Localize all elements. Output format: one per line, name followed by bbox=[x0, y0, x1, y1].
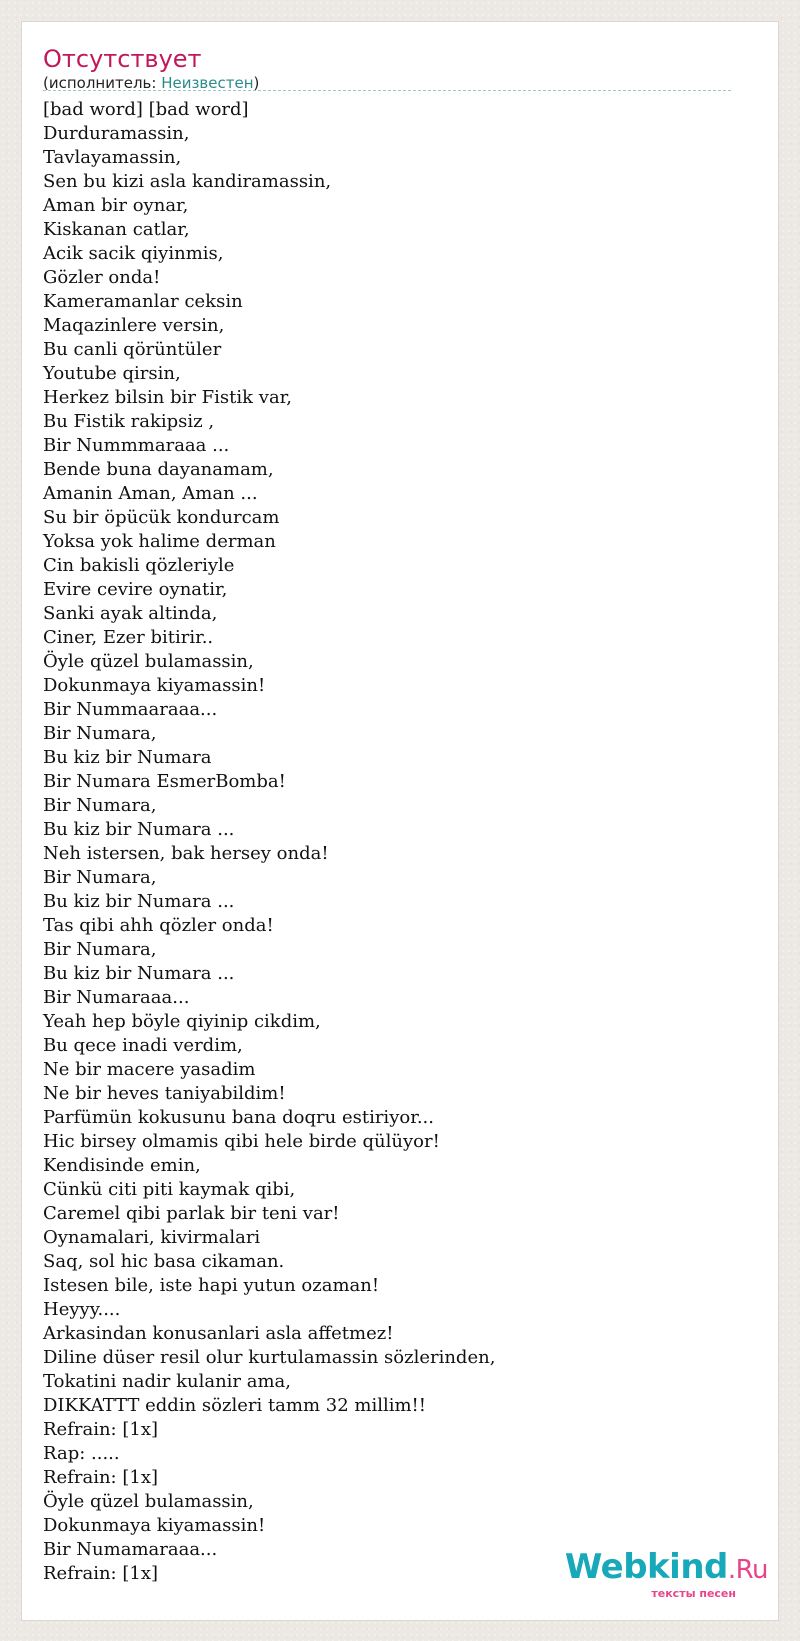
lyric-line: Bende buna dayanamam, bbox=[43, 459, 274, 480]
lyric-line: Dokunmaya kiyamassin! bbox=[43, 1515, 266, 1536]
lyric-line: Amanin Aman, Aman ... bbox=[43, 483, 258, 504]
lyric-line: Gözler onda! bbox=[43, 267, 161, 288]
artist-prefix: (исполнитель: bbox=[43, 74, 162, 92]
lyric-line: Tokatini nadir kulanir ama, bbox=[43, 1371, 291, 1392]
lyric-line: Bir Numara, bbox=[43, 723, 157, 744]
lyric-line: Sen bu kizi asla kandiramassin, bbox=[43, 171, 332, 192]
lyric-line: Kameramanlar ceksin bbox=[43, 291, 243, 312]
lyric-line: Bu Fistik rakipsiz , bbox=[43, 411, 215, 432]
lyric-line: Oynamalari, kivirmalari bbox=[43, 1227, 261, 1248]
lyric-line: Ciner, Ezer bitirir.. bbox=[43, 627, 214, 648]
lyrics-card bbox=[21, 21, 779, 1621]
lyric-line: Bu kiz bir Numara ... bbox=[43, 819, 235, 840]
lyric-line: Parfümün kokusunu bana doqru estiriyor... bbox=[43, 1107, 434, 1128]
lyric-line: Durduramassin, bbox=[43, 123, 190, 144]
lyric-line: Bu kiz bir Numara ... bbox=[43, 963, 235, 984]
lyric-line: Istesen bile, iste hapi yutun ozaman! bbox=[43, 1275, 380, 1296]
lyric-line: Bir Nummmaraaa ... bbox=[43, 435, 230, 456]
lyric-line: Neh istersen, bak hersey onda! bbox=[43, 843, 329, 864]
lyric-line: Su bir öpücük kondurcam bbox=[43, 507, 280, 528]
lyric-line: Arkasindan konusanlari asla affetmez! bbox=[43, 1323, 394, 1344]
lyric-line: Acik sacik qiyinmis, bbox=[43, 243, 224, 264]
lyric-line: Evire cevire oynatir, bbox=[43, 579, 228, 600]
lyric-line: [bad word] [bad word] bbox=[43, 99, 249, 120]
lyric-line: Yoksa yok halime derman bbox=[43, 531, 276, 552]
lyric-line: Kendisinde emin, bbox=[43, 1155, 201, 1176]
lyric-line: Caremel qibi parlak bir teni var! bbox=[43, 1203, 340, 1224]
lyric-line: DIKKATTT eddin sözleri tamm 32 millim!! bbox=[43, 1395, 427, 1416]
lyric-line: Refrain: [1x] bbox=[43, 1419, 158, 1440]
logo-suffix: .Ru bbox=[727, 1555, 768, 1585]
lyric-line: Heyyy.... bbox=[43, 1299, 121, 1320]
lyric-line: Dokunmaya kiyamassin! bbox=[43, 675, 266, 696]
lyric-line: Youtube qirsin, bbox=[43, 363, 181, 384]
lyric-line: Yeah hep böyle qiyinip cikdim, bbox=[43, 1011, 321, 1032]
lyric-line: Bu canli qörüntüler bbox=[43, 339, 222, 360]
lyric-line: Cünkü citi piti kaymak qibi, bbox=[43, 1179, 296, 1200]
lyric-line: Bir Numara, bbox=[43, 939, 157, 960]
lyric-line: Refrain: [1x] bbox=[43, 1467, 158, 1488]
song-title: Отсутствует bbox=[43, 45, 202, 73]
lyric-line: Hic birsey olmamis qibi hele birde qülüyor! bbox=[43, 1131, 440, 1152]
logo-wordmark bbox=[565, 1549, 768, 1588]
lyric-line: Öyle qüzel bulamassin, bbox=[43, 651, 254, 672]
logo-tagline: тексты песен bbox=[651, 1587, 736, 1600]
lyric-line: Bu kiz bir Numara bbox=[43, 747, 212, 768]
artist-suffix: ) bbox=[253, 74, 260, 92]
lyric-line: Herkez bilsin bir Fistik var, bbox=[43, 387, 293, 408]
lyric-line: Kiskanan catlar, bbox=[43, 219, 190, 240]
lyric-line: Saq, sol hic basa cikaman. bbox=[43, 1251, 285, 1272]
lyric-line: Rap: ..... bbox=[43, 1443, 120, 1464]
lyric-line: Refrain: [1x] bbox=[43, 1563, 158, 1584]
lyric-line: Aman bir oynar, bbox=[43, 195, 189, 216]
lyric-line: Cin bakisli qözleriyle bbox=[43, 555, 235, 576]
artist-link[interactable]: Неизвестен bbox=[161, 74, 254, 92]
lyrics-text bbox=[43, 98, 743, 1586]
lyric-line: Sanki ayak altinda, bbox=[43, 603, 218, 624]
lyric-line: Diline düser resil olur kurtulamassin sözlerinden, bbox=[43, 1347, 496, 1368]
logo-name: Webkind bbox=[564, 1547, 728, 1587]
lyric-line: Bir Numara, bbox=[43, 795, 157, 816]
lyric-line: Bir Numamaraaa... bbox=[43, 1539, 218, 1560]
lyric-line: Ne bir macere yasadim bbox=[43, 1059, 256, 1080]
lyric-line: Bu kiz bir Numara ... bbox=[43, 891, 235, 912]
lyric-line: Bu qece inadi verdim, bbox=[43, 1035, 243, 1056]
lyric-line: Öyle qüzel bulamassin, bbox=[43, 1491, 254, 1512]
lyric-line: Tas qibi ahh qözler onda! bbox=[43, 915, 274, 936]
lyric-line: Bir Numaraaa... bbox=[43, 987, 190, 1008]
lyric-line: Maqazinlere versin, bbox=[43, 315, 225, 336]
lyric-line: Bir Numara, bbox=[43, 867, 157, 888]
lyric-line: Tavlayamassin, bbox=[43, 147, 182, 168]
lyric-line: Bir Numara EsmerBomba! bbox=[43, 771, 286, 792]
lyric-line: Ne bir heves taniyabildim! bbox=[43, 1083, 286, 1104]
lyric-line: Bir Nummaaraaa... bbox=[43, 699, 218, 720]
divider bbox=[43, 90, 731, 91]
site-logo[interactable] bbox=[565, 1549, 768, 1600]
